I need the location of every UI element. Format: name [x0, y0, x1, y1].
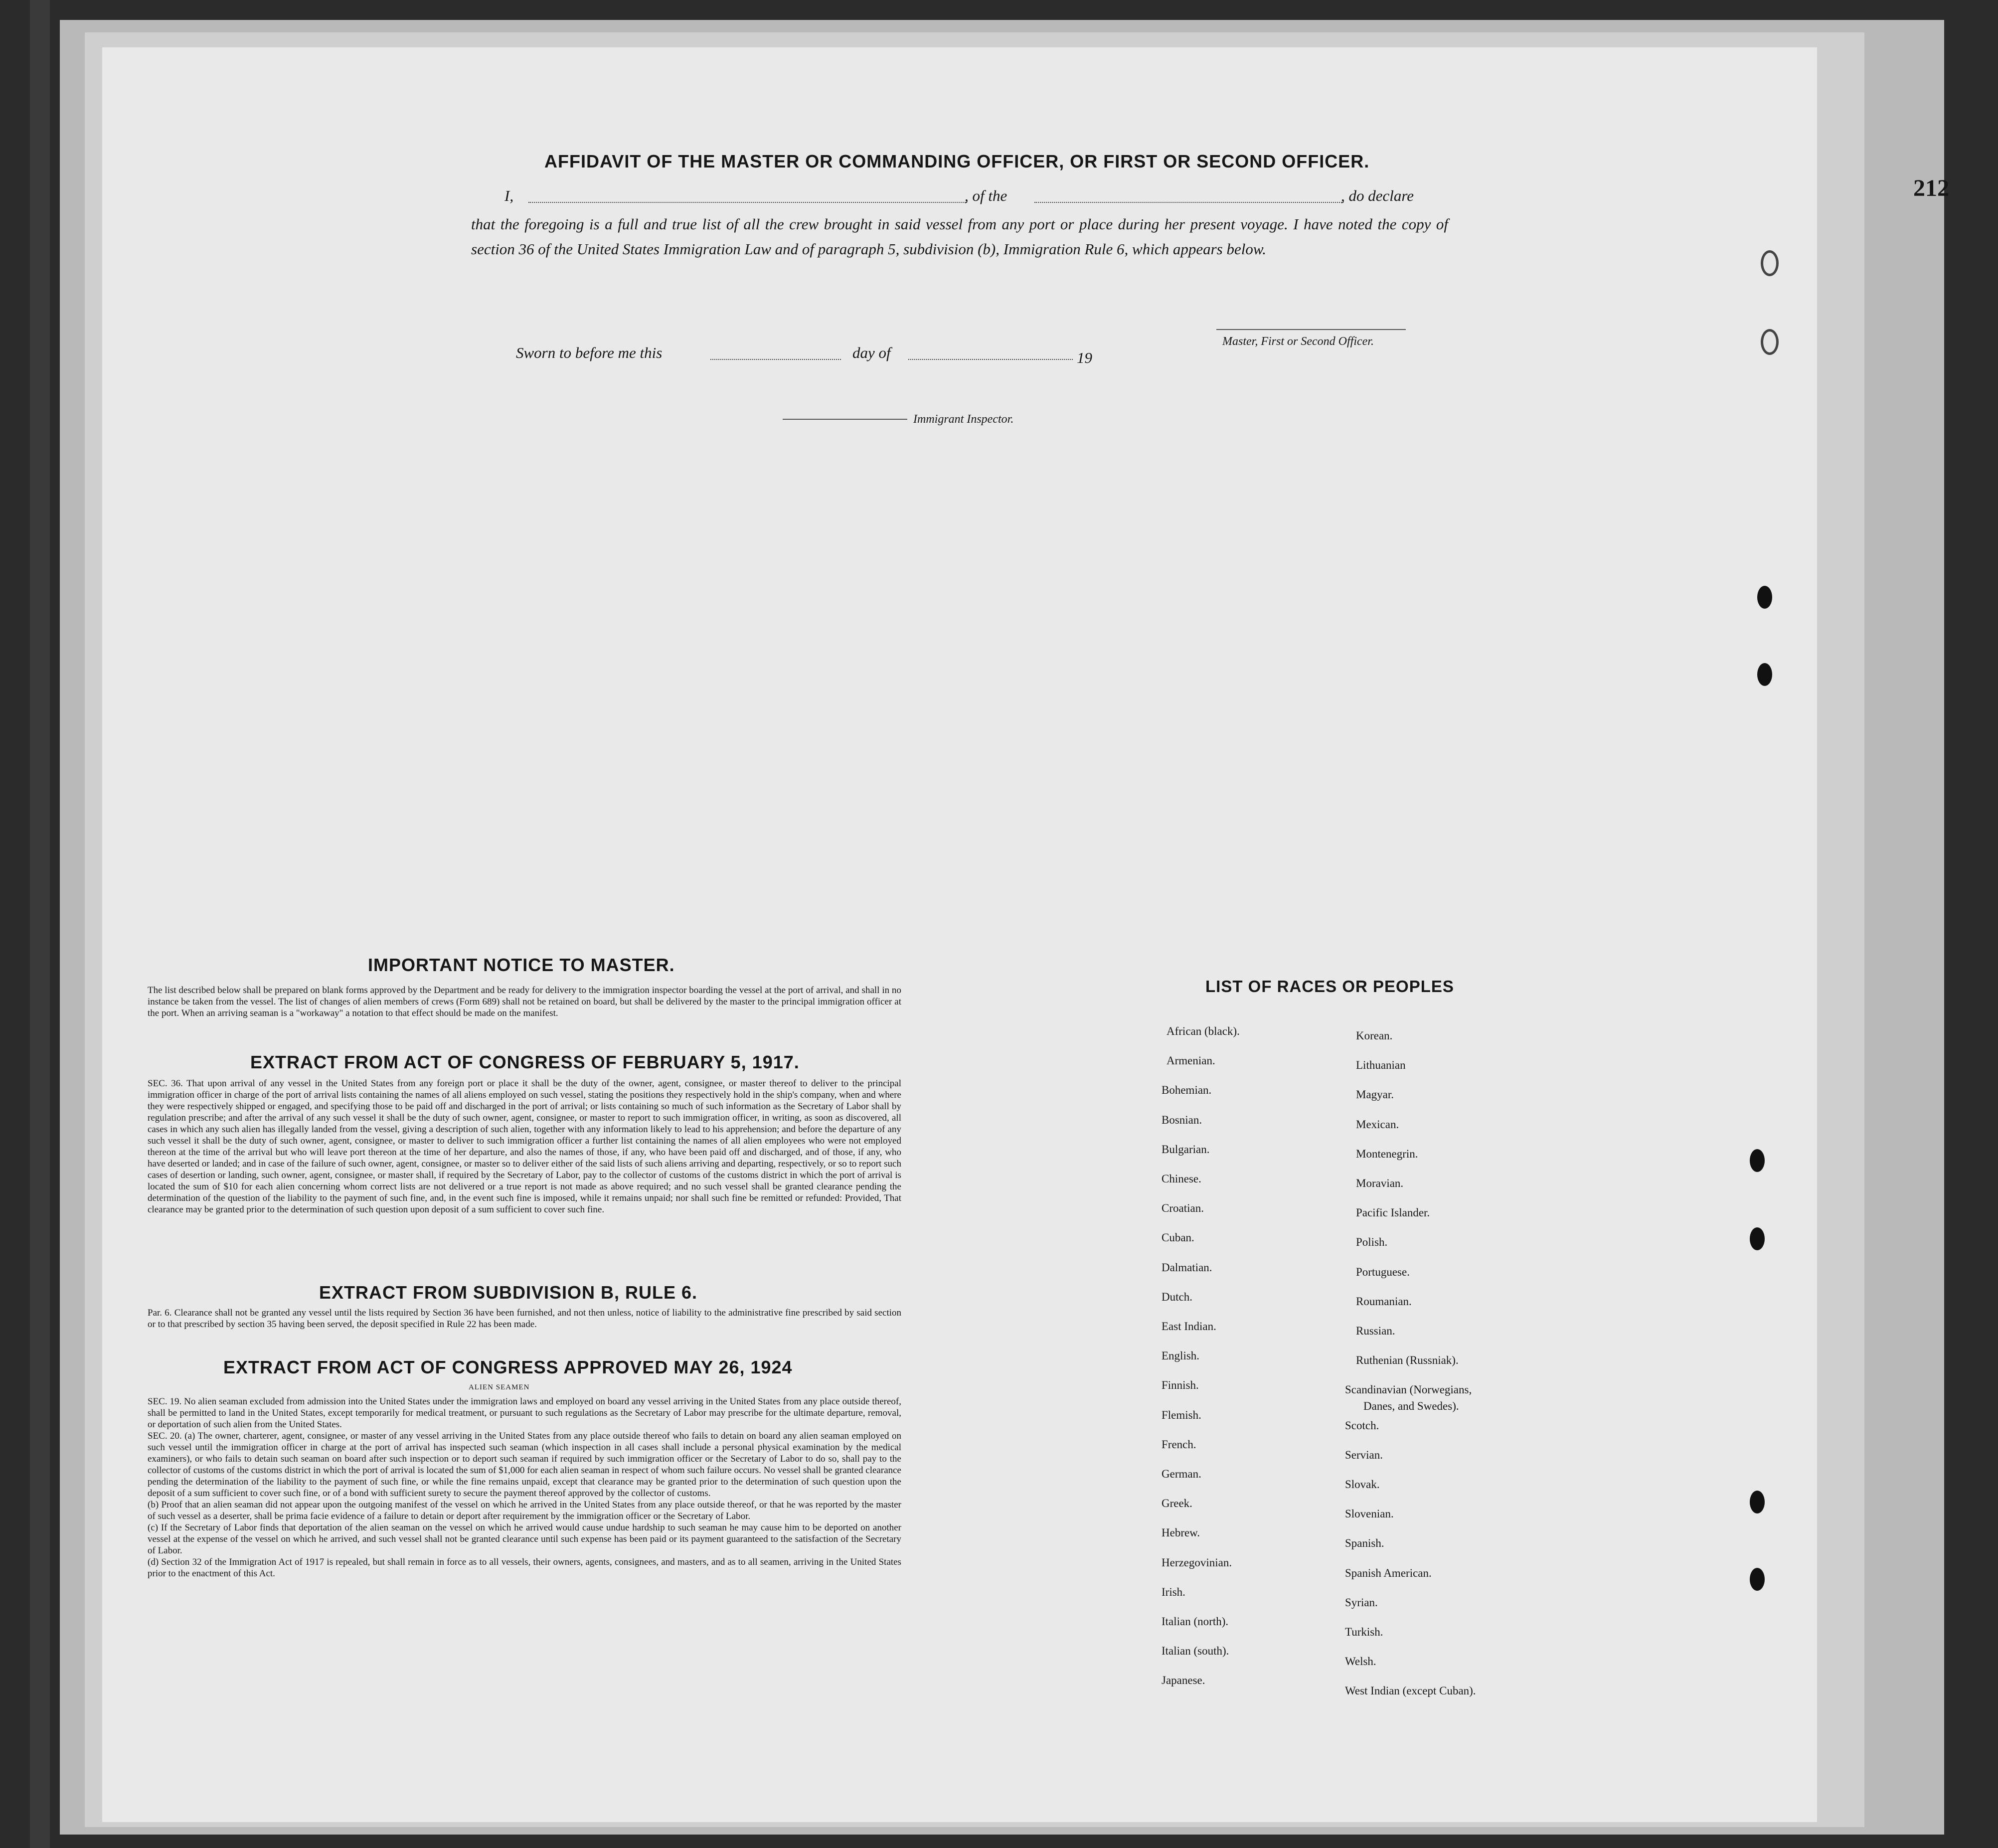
notice-text: The list described below shall be prepared on blank forms approved by the Department and be ready for delivery to the immigration inspector boarding the vessel at the port of arrival, and shall in no instance be taken from the vessel. The list of changes of alien members of crews (Form 689) shall not be retained on board, but shall be delivered by the master to the principal immigration officer at the port. When an arriving seaman is a "workaway" a notation to that effect should be made on the manifest.: [148, 985, 901, 1018]
binder-hole-icon: [1757, 586, 1772, 609]
name-line: [528, 202, 967, 203]
race-item: German.: [1162, 1468, 1201, 1480]
race-item: Spanish American.: [1345, 1566, 1432, 1579]
extract-1924-text: [148, 1396, 901, 1579]
race-item: French.: [1162, 1438, 1196, 1451]
race-item: Slovak.: [1345, 1478, 1380, 1491]
binder-hole-icon: [1750, 1568, 1765, 1591]
sworn-month-line: [908, 359, 1073, 360]
race-item: Herzegovinian.: [1162, 1556, 1232, 1569]
race-item: Greek.: [1162, 1497, 1192, 1510]
affidavit-title: AFFIDAVIT OF THE MASTER OR COMMANDING OFFICER, OR FIRST OR SECOND OFFICER.: [544, 151, 1370, 171]
extract-1924-paragraph: (d) Section 32 of the Immigration Act of 1917 is repealed, but shall remain in force as to all vessels, their owners, agents, consignees, and masters, and as to all seamen, arriving in the United States prior to the enactment of this Act.: [148, 1557, 901, 1579]
race-item: Italian (south).: [1162, 1645, 1229, 1658]
binder-hole-icon: [1750, 1227, 1765, 1250]
sworn-day-of: day of: [852, 344, 891, 361]
race-item: Welsh.: [1345, 1655, 1376, 1668]
sworn-year: 19: [1077, 349, 1092, 366]
master-signature-label: Master, First or Second Officer.: [1222, 335, 1374, 348]
sworn-day-line: [710, 359, 841, 360]
race-item: Mexican.: [1356, 1118, 1399, 1131]
race-item: Bosnian.: [1162, 1113, 1202, 1126]
binder-hole-icon: [1761, 250, 1779, 276]
race-continuation: Danes, and Swedes).: [1363, 1400, 1459, 1412]
race-item: Slovenian.: [1345, 1508, 1394, 1520]
race-item: Korean.: [1356, 1029, 1393, 1042]
race-item: Russian.: [1356, 1325, 1395, 1337]
race-item: English.: [1162, 1349, 1200, 1362]
sworn-text: Sworn to before me this: [516, 344, 663, 361]
race-item: Roumanian.: [1356, 1295, 1412, 1308]
binder-hole-icon: [1757, 663, 1772, 686]
affidavit-body: that the foregoing is a full and true list of all the crew brought in said vessel from any port or place during her present voyage. I have noted the copy of section 36 of the United States Immigration Law and of paragraph 5, subdivision (b), Immigration Rule 6, which appears below.: [471, 215, 1448, 258]
extract-rule6-text: Par. 6. Clearance shall not be granted any vessel until the lists required by Section 36 have been furnished, and not then unless, notice of liability to the administrative fine prescribed by said section or to that prescribed by section 35 having been served, the deposit specified in Rule 22 has been made.: [148, 1308, 901, 1330]
race-item: Irish.: [1162, 1585, 1185, 1598]
race-item: East Indian.: [1162, 1320, 1216, 1333]
race-item: Japanese.: [1162, 1674, 1205, 1687]
race-item: Dalmatian.: [1162, 1261, 1212, 1274]
race-item: Scandinavian (Norwegians,: [1345, 1383, 1472, 1396]
inspector-signature-label: Immigrant Inspector.: [913, 413, 1014, 426]
notice-title: IMPORTANT NOTICE TO MASTER.: [368, 955, 675, 975]
page-number: 212: [1913, 175, 1949, 201]
extract-1917-text: SEC. 36. That upon arrival of any vessel in the United States from any foreign port or place it shall be the duty of the owner, agent, consignee, or master thereof to deliver to the principal immigration officer in charge of the port of arrival lists containing the names of all aliens employed on such vessel, stating the positions they respectively hold in the ship's company, when and where they were respectively shipped or engaged, and specifying those to be paid off and discharged in the port of arrival; or lists containing so much of such information as the Secretary of Labor shall by regulation prescribe; and after the arrival of any such vessel it shall be the duty of such owner, agent, consignee, or master to report to such immigration officer, in writing, as soon as discovered, all cases in which any such alien has illegally landed from the vessel, giving a description of such alien, together with any information likely to lead to his apprehension; and before the departure of any such vessel it shall be the duty of such owner, agent, consignee, or master to deliver to such immigration officer a further list containing the names of all alien employees who were not employed thereon at the time of the arrival but who will leave port thereon at the time of her departure, and also the names of those, if any, who have been paid off and discharged, and of those, if any, who have deserted or landed; and in case of the failure of such owner, agent, consignee, or master so to deliver either of the said lists of such aliens arriving and departing, respectively, or so to report such cases of desertion or landing, such owner, agent, consignee, or master shall, if required by the Secretary of Labor, pay to the collector of customs of the customs district in which the port of arrival is located the sum of $10 for each alien concerning whom correct lists are not delivered or a true report is not made as above required; and no such vessel shall be granted clearance pending the determination of the question of the liability to the payment of such fine, and, in the event such fine is imposed, while it remains unpaid; nor shall such fine be remitted or refunded: Provided, That clearance may be granted prior to the determination of such question upon deposit of a sum sufficient to cover such fine.: [148, 1078, 901, 1215]
race-item: Chinese.: [1162, 1173, 1201, 1185]
extract-1924-paragraph: (b) Proof that an alien seaman did not appear upon the outgoing manifest of the vessel on which he arrived in the United States from any place outside thereof, or that he was reported by the master of such vessel as a deserter, shall be prima facie evidence of a failure to detain or deport after requirement by the immigration officer or the Secretary of Labor.: [148, 1500, 901, 1521]
extract-1924-paragraph: SEC. 20. (a) The owner, charterer, agent, consignee, or master of any vessel arriving in the United States from any place outside thereof who fails to detain on board any alien seaman employed on such vessel until the immigration officer in charge at the port of arrival has inspected such seaman (which inspection in all cases shall include a personal physical examination by the medical examiners), or who fails to detain such seaman on board after such inspection or to deport such seaman if required by such immigration officer or the Secretary of Labor to do so, shall pay to the collector of customs of the customs district in which the port of arrival is located the sum of $1,000 for each alien seaman in respect of whom such failure occurs. No vessel shall be granted clearance pending the determination of the liability to the payment of such fine, or while the fine remains unpaid, except that clearance may be granted prior to the determination of such question upon the deposit of a sum sufficient to cover such fine, or of a bond with sufficient surety to secure the payment thereof approved by the collector of customs.: [148, 1431, 901, 1499]
race-item: West Indian (except Cuban).: [1345, 1684, 1476, 1697]
races-title: LIST OF RACES OR PEOPLES: [1205, 977, 1454, 996]
master-signature-line: [1216, 329, 1406, 330]
race-item: Ruthenian (Russniak).: [1356, 1354, 1459, 1367]
race-item: Bohemian.: [1162, 1084, 1212, 1097]
inspector-signature-line: [783, 419, 907, 420]
binder-hole-icon: [1761, 329, 1779, 355]
race-item: Scotch.: [1345, 1419, 1379, 1432]
affidavit-do-declare: , do declare: [1341, 187, 1414, 204]
race-item: Croatian.: [1162, 1202, 1204, 1215]
extract-1917-title: EXTRACT FROM ACT OF CONGRESS OF FEBRUARY 5, 1917.: [250, 1052, 800, 1072]
race-item: Spanish.: [1345, 1537, 1384, 1550]
extract-1924-paragraph: SEC. 19. No alien seaman excluded from admission into the United States under the immigration laws and employed on board any vessel arriving in the United States from any place outside thereof, shall be permitted to land in the United States, except temporarily for medical treatment, or pursuant to such regulations as the Secretary of Labor may prescribe for the ultimate departure, removal, or deportation of such alien from the United States.: [148, 1396, 901, 1430]
race-item: Flemish.: [1162, 1408, 1201, 1421]
race-item: Pacific Islander.: [1356, 1206, 1430, 1219]
affidavit-of-the: , of the: [965, 187, 1007, 204]
race-item: African (black).: [1166, 1025, 1240, 1037]
race-item: Italian (north).: [1162, 1615, 1229, 1628]
race-item: Magyar.: [1356, 1088, 1394, 1101]
affidavit-i: I,: [504, 187, 514, 204]
extract-1924-paragraph: (c) If the Secretary of Labor finds that deportation of the alien seaman on the vessel on which he arrived would cause undue hardship to such seaman he may cause him to be deported on another vessel at the expense of the vessel on which he arrived, and such vessel shall not be granted clearance until such expense has been paid or its payment guaranteed to the satisfaction of the Secretary of Labor.: [148, 1522, 901, 1556]
extract-1924-subtitle: ALIEN SEAMEN: [469, 1383, 530, 1391]
race-item: Montenegrin.: [1356, 1147, 1418, 1160]
vessel-line: [1034, 202, 1343, 203]
race-item: Turkish.: [1345, 1626, 1383, 1638]
binder-hole-icon: [1750, 1149, 1765, 1172]
race-item: Portuguese.: [1356, 1265, 1410, 1278]
race-item: Syrian.: [1345, 1596, 1378, 1609]
race-item: Armenian.: [1166, 1054, 1215, 1067]
race-item: Moravian.: [1356, 1177, 1404, 1189]
race-item: Servian.: [1345, 1448, 1383, 1461]
race-item: Dutch.: [1162, 1290, 1192, 1303]
race-item: Lithuanian: [1356, 1059, 1406, 1072]
race-item: Bulgarian.: [1162, 1143, 1210, 1156]
race-item: Hebrew.: [1162, 1526, 1200, 1539]
extract-1924-title: EXTRACT FROM ACT OF CONGRESS APPROVED MAY 26, 1924: [223, 1357, 793, 1377]
scan-border-left: [30, 0, 50, 1848]
binder-hole-icon: [1750, 1491, 1765, 1513]
race-item: Polish.: [1356, 1236, 1388, 1249]
extract-rule6-title: EXTRACT FROM SUBDIVISION B, RULE 6.: [319, 1282, 698, 1303]
race-item: Cuban.: [1162, 1231, 1194, 1244]
race-item: Finnish.: [1162, 1379, 1199, 1392]
